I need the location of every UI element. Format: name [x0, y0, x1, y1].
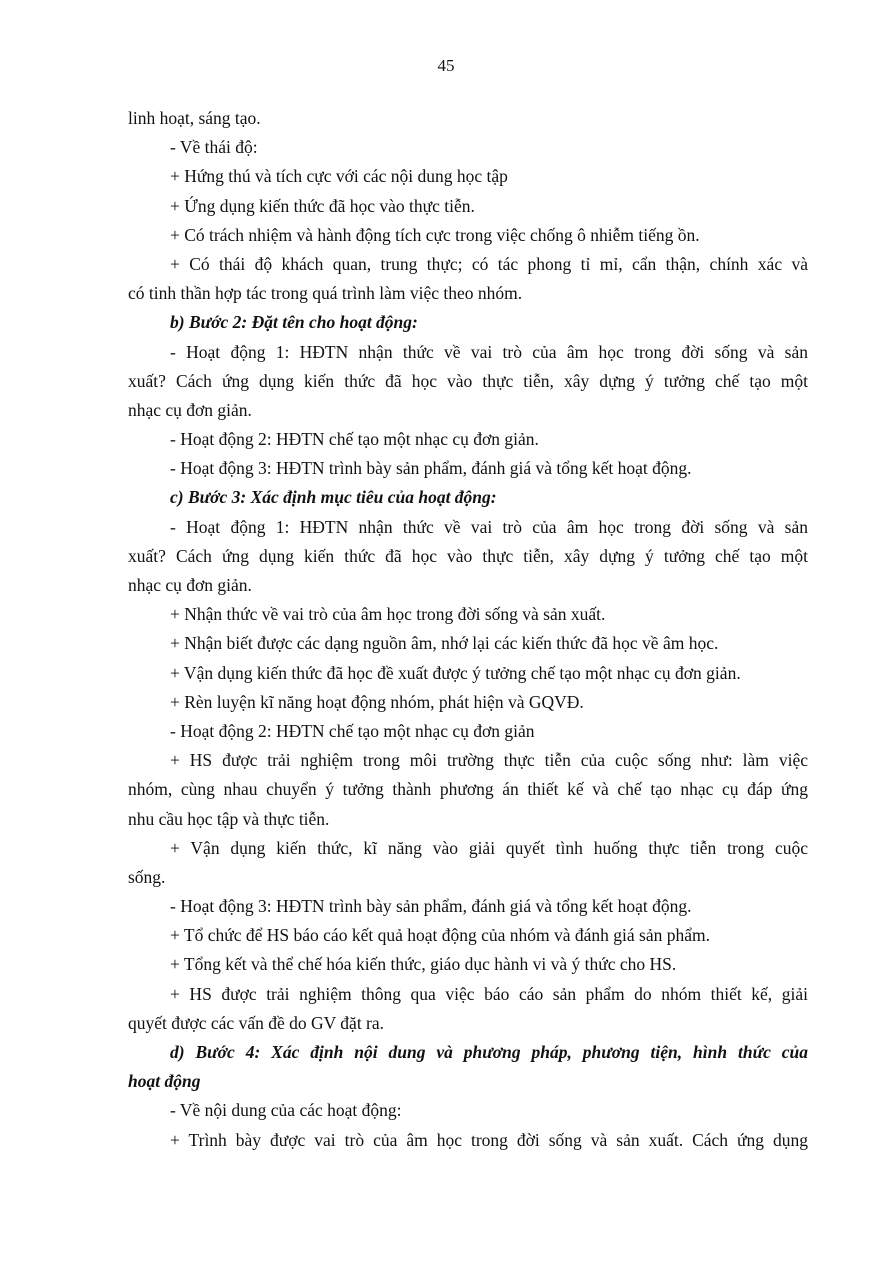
page-number: 45 — [437, 56, 455, 75]
text-line: + Vận dụng kiến thức, kĩ năng vào giải quyết tình huống thực tiễn trong cuộc — [170, 837, 808, 858]
text-line: - Hoạt động 3: HĐTN trình bày sản phẩm, đánh giá và tổng kết hoạt động. — [170, 896, 692, 917]
text-line: - Hoạt động 1: HĐTN nhận thức về vai trò của âm học trong đời sống và sản — [170, 341, 808, 362]
text-line: + Hứng thú và tích cực với các nội dung học tập — [170, 166, 508, 187]
body-text — [128, 104, 808, 1155]
text-line: + Có trách nhiệm và hành động tích cực trong việc chống ô nhiễm tiếng ồn. — [170, 224, 700, 245]
text-line: + Nhận thức về vai trò của âm học trong đời sống và sản xuất. — [170, 604, 606, 625]
text-line: + Ứng dụng kiến thức đã học vào thực tiễn. — [170, 195, 475, 216]
text-line: xuất? Cách ứng dụng kiến thức đã học vào thực tiễn, xây dựng ý tưởng chế tạo một — [128, 370, 808, 391]
text-line: + Có thái độ khách quan, trung thực; có tác phong tỉ mỉ, cẩn thận, chính xác và — [170, 253, 808, 274]
text-line: + Rèn luyện kĩ năng hoạt động nhóm, phát hiện và GQVĐ. — [170, 691, 584, 712]
text-line: linh hoạt, sáng tạo. — [128, 108, 261, 128]
text-line: + Nhận biết được các dạng nguồn âm, nhớ lại các kiến thức đã học về âm học. — [170, 633, 719, 654]
text-line: nhạc cụ đơn giản. — [128, 575, 252, 595]
text-line: - Về thái độ: — [170, 137, 258, 158]
text-line: nhạc cụ đơn giản. — [128, 399, 252, 420]
section-heading-line: hoạt động — [128, 1071, 201, 1092]
text-line: + Tổ chức để HS báo cáo kết quả hoạt động của nhóm và đánh giá sản phẩm. — [170, 925, 710, 946]
text-line: + Trình bày được vai trò của âm học trong đời sống và sản xuất. Cách ứng dụng — [170, 1129, 808, 1150]
section-heading-line: b) Bước 2: Đặt tên cho hoạt động: — [170, 312, 418, 333]
text-line: - Hoạt động 2: HĐTN chế tạo một nhạc cụ đơn giản. — [170, 429, 539, 450]
text-line: nhóm, cùng nhau chuyển ý tưởng thành phương án thiết kế và chế tạo nhạc cụ đáp ứng — [128, 779, 808, 800]
text-line: quyết được các vấn đề do GV đặt ra. — [128, 1012, 385, 1033]
text-line: - Hoạt động 2: HĐTN chế tạo một nhạc cụ đơn giản — [170, 720, 535, 741]
text-line: + Tổng kết và thể chế hóa kiến thức, giáo dục hành vi và ý thức cho HS. — [170, 954, 677, 975]
text-line: xuất? Cách ứng dụng kiến thức đã học vào thực tiễn, xây dựng ý tưởng chế tạo một — [128, 545, 808, 566]
text-line: có tinh thần hợp tác trong quá trình làm việc theo nhóm. — [128, 283, 523, 304]
text-line: + HS được trải nghiệm trong môi trường thực tiễn của cuộc sống như: làm việc — [170, 750, 808, 771]
text-line: - Về nội dung của các hoạt động: — [170, 1100, 402, 1121]
text-line: + HS được trải nghiệm thông qua việc báo cáo sản phẩm do nhóm thiết kế, giải — [170, 983, 808, 1004]
text-line: - Hoạt động 1: HĐTN nhận thức về vai trò của âm học trong đời sống và sản — [170, 516, 808, 537]
text-line: - Hoạt động 3: HĐTN trình bày sản phẩm, đánh giá và tổng kết hoạt động. — [170, 458, 692, 479]
text-line: sống. — [128, 866, 166, 887]
text-line: + Vận dụng kiến thức đã học đề xuất được ý tưởng chế tạo một nhạc cụ đơn giản. — [170, 662, 741, 683]
text-line: nhu cầu học tập và thực tiễn. — [128, 808, 330, 829]
section-heading-line: d) Bước 4: Xác định nội dung và phương pháp, phương tiện, hình thức của — [170, 1042, 808, 1062]
section-heading-line: c) Bước 3: Xác định mục tiêu của hoạt động: — [170, 487, 497, 508]
